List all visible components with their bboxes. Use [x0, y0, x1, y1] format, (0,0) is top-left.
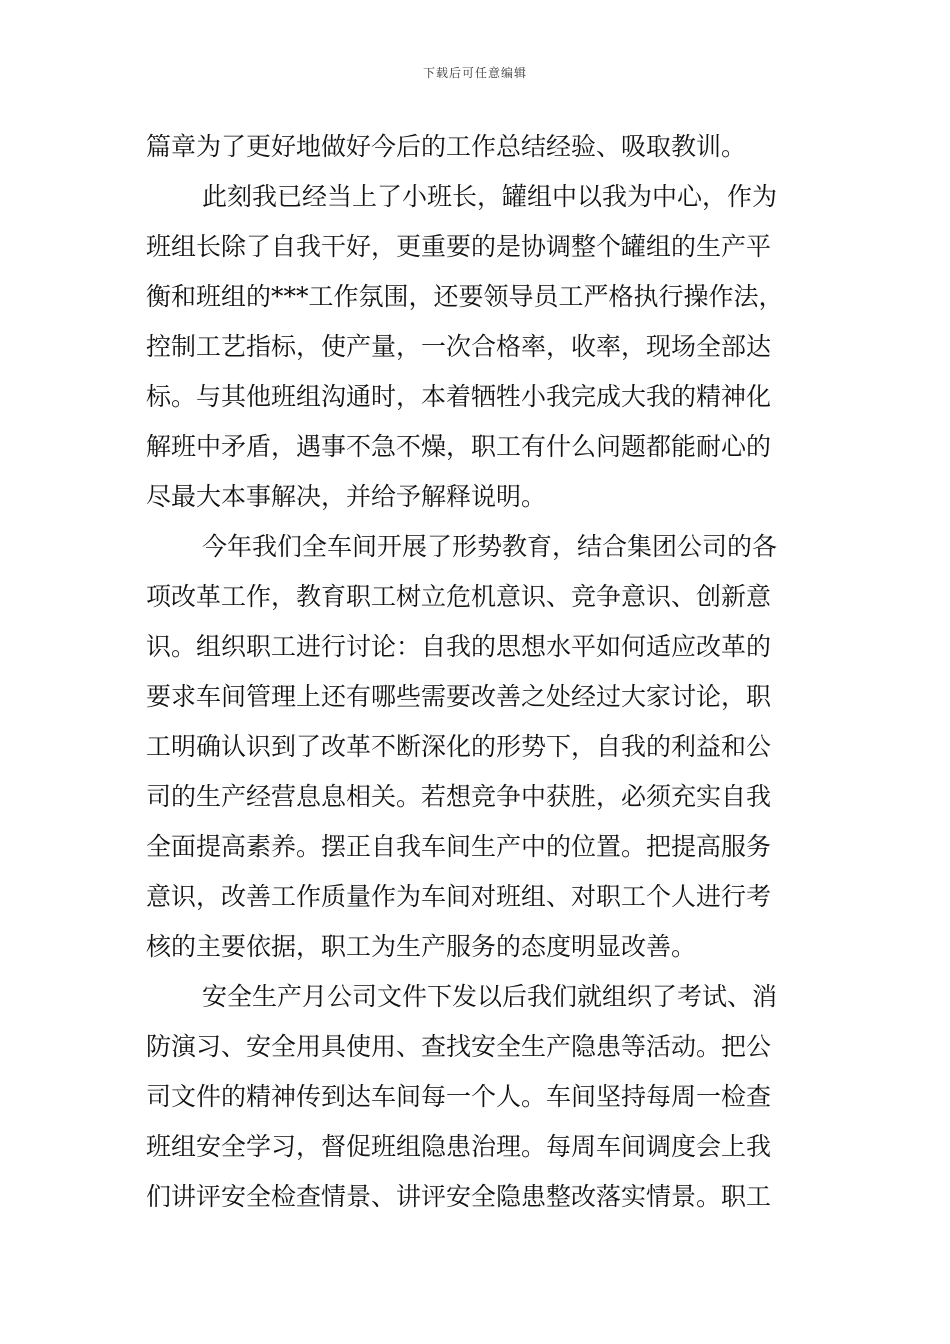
text-line: 全面提高素养。摆正自我车间生产中的位置。把提高服务: [146, 832, 772, 861]
text-line: 识。组织职工进行讨论：自我的思想水平如何适应改革的: [146, 632, 772, 661]
paragraph-first-line: 安全生产月公司文件下发以后我们就组织了考试、消: [202, 982, 778, 1011]
text-line: 防演习、安全用具使用、查找安全生产隐患等活动。把公: [146, 1032, 772, 1061]
text-line: 意识，改善工作质量作为车间对班组、对职工个人进行考: [146, 882, 772, 911]
text-line: 解班中矛盾，遇事不急不燥，职工有什么问题都能耐心的: [146, 432, 772, 461]
text-line: 要求车间管理上还有哪些需要改善之处经过大家讨论，职: [146, 682, 772, 711]
paragraph-first-line: 今年我们全车间开展了形势教育，结合集团公司的各: [202, 532, 778, 561]
text-line: 控制工艺指标，使产量，一次合格率，收率，现场全部达: [146, 332, 772, 361]
text-line: 们讲评安全检查情景、讲评安全隐患整改落实情景。职工: [146, 1182, 772, 1211]
text-line: 标。与其他班组沟通时，本着牺牲小我完成大我的精神化: [146, 382, 772, 411]
text-line: 项改革工作，教育职工树立危机意识、竞争意识、创新意: [146, 582, 772, 611]
text-line: 核的主要依据，职工为生产服务的态度明显改善。: [146, 932, 697, 961]
text-line: 司文件的精神传到达车间每一个人。车间坚持每周一检查: [146, 1082, 772, 1111]
text-line: 篇章为了更好地做好今后的工作总结经验、吸取教训。: [146, 132, 747, 161]
text-line: 尽最大本事解决，并给予解释说明。: [146, 482, 547, 511]
text-line: 工明确认识到了改革不断深化的形势下，自我的利益和公: [146, 732, 772, 761]
text-line: 班组安全学习，督促班组隐患治理。每周车间调度会上我: [146, 1132, 772, 1161]
paragraph-first-line: 此刻我已经当上了小班长，罐组中以我为中心，作为: [202, 182, 778, 211]
header-note: 下载后可任意编辑: [422, 66, 527, 80]
document-body: [146, 122, 808, 1222]
text-line: 司的生产经营息息相关。若想竞争中获胜，必须充实自我: [146, 782, 772, 811]
text-line: 衡和班组的***工作氛围，还要领导员工严格执行操作法，: [146, 282, 784, 311]
text-line: 班组长除了自我干好，更重要的是协调整个罐组的生产平: [146, 232, 772, 261]
